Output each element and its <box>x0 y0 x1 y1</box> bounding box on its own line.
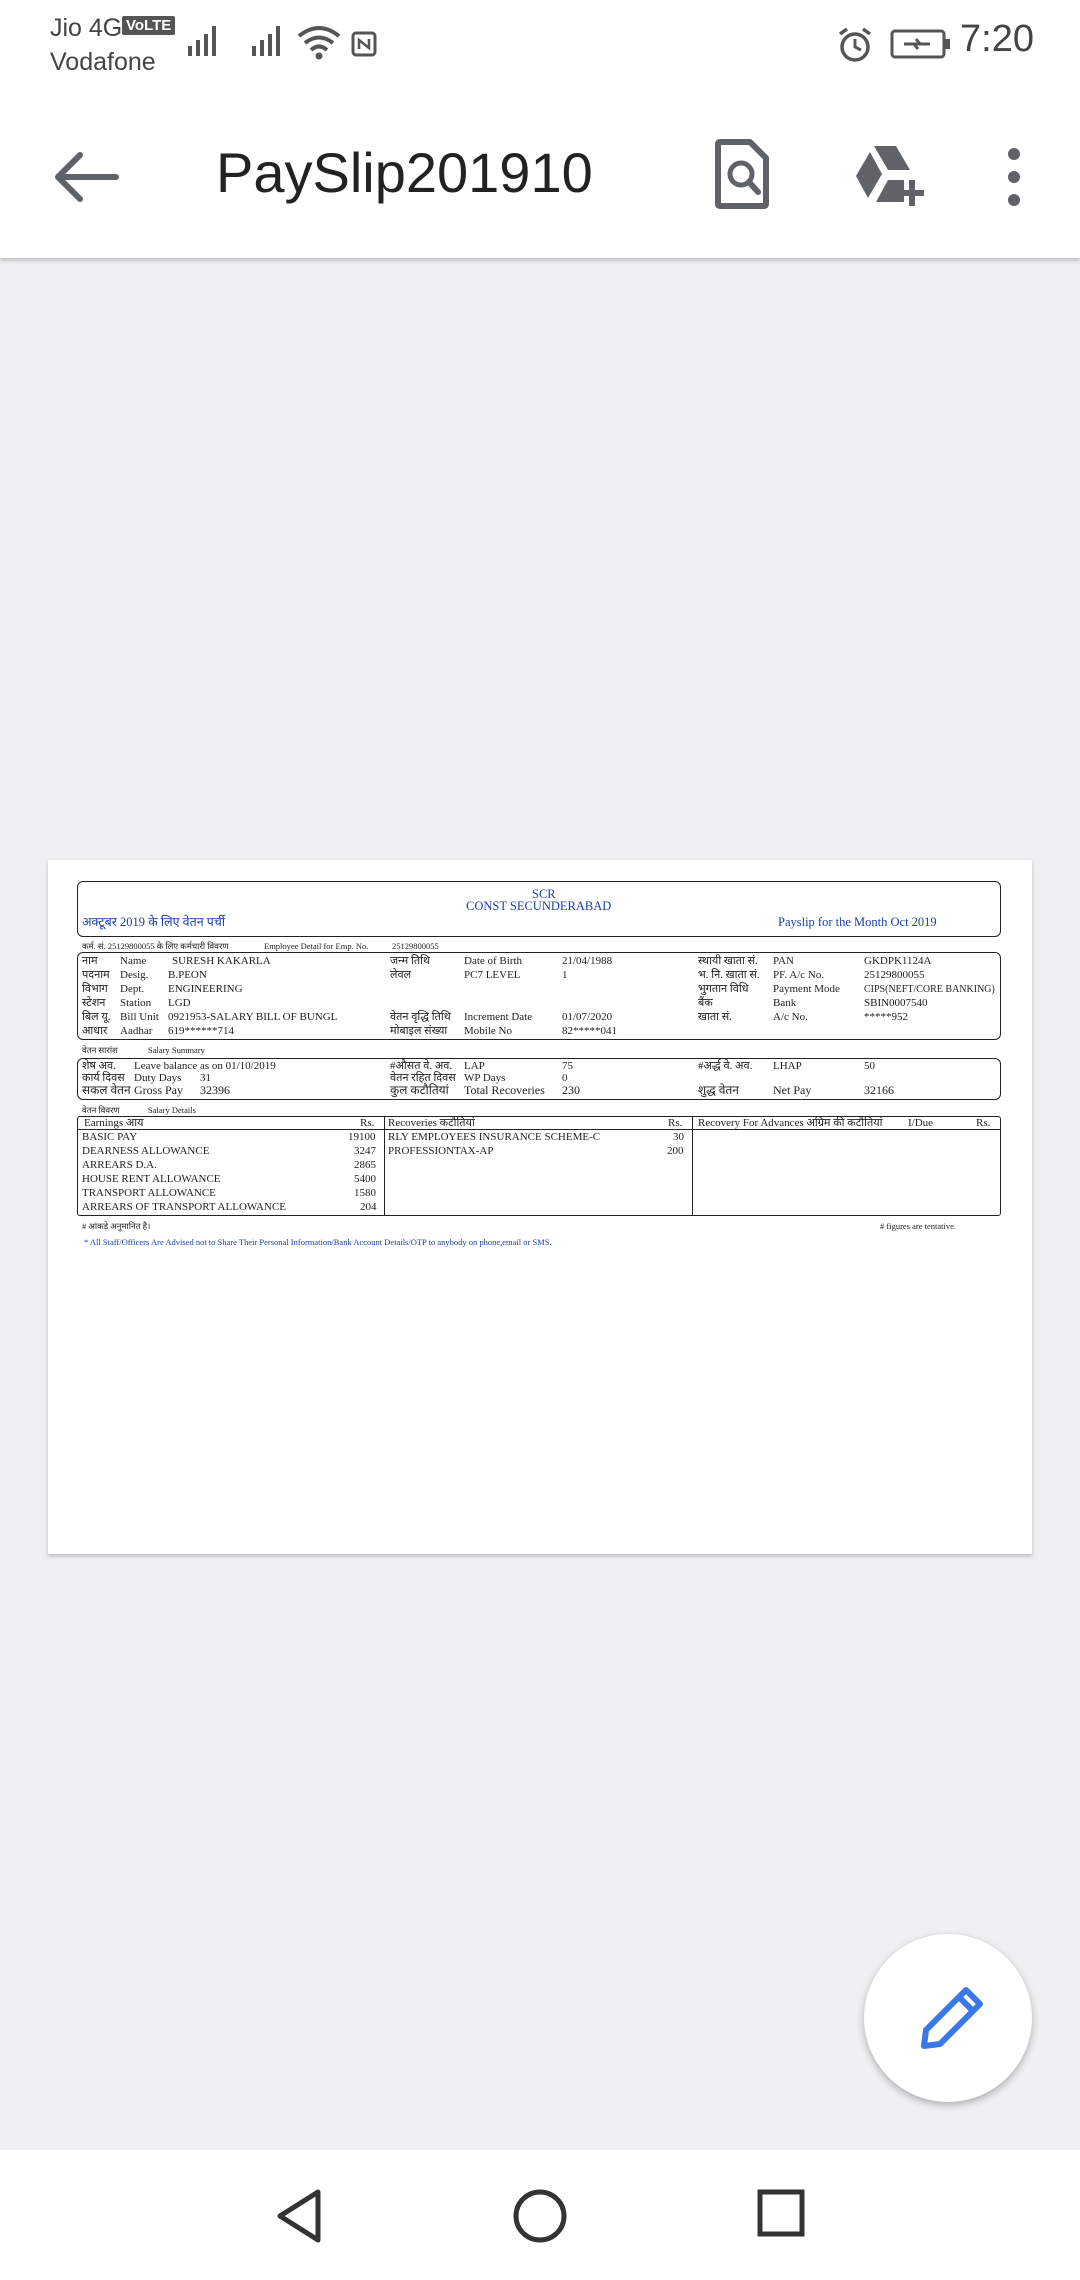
lap-label-hindi: #औसत वे. अव. <box>390 1060 453 1072</box>
wp-days-label: WP Days <box>464 1072 506 1084</box>
detail-right-1-hi: भ. नि. खाता सं. <box>698 969 760 981</box>
battery-charging-icon <box>890 28 952 60</box>
earning-name: ARREARS D.A. <box>82 1159 157 1171</box>
emp-line-hindi: कर्म. सं. 25129800055 के लिए कर्मचारी विवरण <box>82 941 229 951</box>
duty-days-label: Duty Days <box>134 1072 182 1084</box>
recovery-name: PROFESSIONTAX-AP <box>388 1145 494 1157</box>
detail-left-3-val: LGD <box>168 997 191 1009</box>
detail-mid-0-en: Date of Birth <box>464 955 523 967</box>
app-bar <box>0 90 1080 258</box>
alarm-icon <box>836 26 874 64</box>
detail-left-4-hi: बिल यू. <box>82 1011 111 1023</box>
detail-left-4-val: 0921953-SALARY BILL OF BUNGL <box>168 1011 338 1023</box>
wifi-icon <box>296 24 342 62</box>
more-vert-icon[interactable] <box>1000 146 1028 208</box>
navigation-bar <box>0 2150 1080 2280</box>
detail-right-2-val: CIPS(NEFT/CORE BANKING) <box>864 984 995 995</box>
nav-recents-icon[interactable] <box>756 2188 806 2238</box>
leave-label-hindi: शेष अव. <box>82 1060 116 1072</box>
earning-amount: 3247 <box>354 1145 376 1157</box>
signal-bars-icon-2 <box>250 22 290 58</box>
detail-left-1-val: B.PEON <box>168 969 207 981</box>
detail-left-3-hi: स्टेशन <box>82 997 106 1009</box>
footnote-hindi: # आंकड़े अनुमानित है। <box>82 1221 151 1231</box>
detail-right-0-en: PAN <box>773 955 794 967</box>
detail-left-0-hi: नाम <box>82 955 98 967</box>
earning-amount: 5400 <box>354 1173 376 1185</box>
earning-name: DEARNESS ALLOWANCE <box>82 1145 210 1157</box>
detail-mid-4-val: 01/07/2020 <box>562 1011 613 1023</box>
detail-right-1-val: 25129800055 <box>864 969 925 981</box>
document-title: PaySlip201910 <box>216 141 593 204</box>
total-recoveries-label-hindi: कुल कटौतियां <box>390 1083 449 1097</box>
detail-left-2-hi: विभाग <box>82 983 108 995</box>
carrier-name-secondary: Vodafone <box>50 48 156 76</box>
detail-right-4-val: *****952 <box>864 1011 908 1023</box>
add-to-drive-icon[interactable] <box>852 142 924 208</box>
status-bar <box>0 0 1080 90</box>
volte-badge: VoLTE <box>122 16 175 35</box>
advisory-note: * All Staff/Officers Are Advised not to Share Their Personal Information/Bank Account Details/OTP to anybody on phone,email or SMS. <box>84 1237 552 1247</box>
detail-mid-5-val: 82*****041 <box>562 1025 617 1037</box>
salary-details-label: Salary Details <box>148 1105 196 1115</box>
detail-right-3-hi: बैंक <box>698 997 713 1009</box>
lhap-label: LHAP <box>773 1060 802 1072</box>
earning-name: BASIC PAY <box>82 1131 138 1143</box>
wp-days-label-hindi: वेतन रहित दिवस <box>390 1072 456 1084</box>
detail-right-3-val: SBIN0007540 <box>864 997 928 1009</box>
total-recoveries-label: Total Recoveries <box>464 1083 545 1097</box>
payslip-title-english: Payslip for the Month Oct 2019 <box>778 915 937 929</box>
detail-left-5-val: 619******714 <box>168 1025 234 1037</box>
earnings-header: Earnings आय <box>84 1117 144 1129</box>
detail-left-2-en: Dept. <box>120 983 145 995</box>
detail-left-0-val: SURESH KAKARLA <box>172 955 271 967</box>
detail-mid-4-hi: वेतन वृद्धि तिथि <box>390 1011 451 1023</box>
earning-name: HOUSE RENT ALLOWANCE <box>82 1173 221 1185</box>
detail-mid-0-val: 21/04/1988 <box>562 955 613 967</box>
carrier-name-primary: Jio 4G <box>50 14 123 42</box>
detail-mid-5-hi: मोबाइल संख्या <box>390 1025 448 1037</box>
detail-right-4-en: A/c No. <box>773 1011 808 1023</box>
emp-line-number: 25129800055 <box>392 941 439 951</box>
recoveries-rs-header: Rs. <box>668 1117 683 1129</box>
wp-days-value: 0 <box>562 1072 568 1084</box>
advances-header: Recovery For Advances अग्रिम की कटौतियां <box>698 1117 883 1129</box>
total-recoveries-value: 230 <box>562 1083 580 1097</box>
leave-label: Leave balance as on 01/10/2019 <box>134 1060 276 1072</box>
lhap-label-hindi: #अर्द्ध वे. अव. <box>698 1060 753 1072</box>
detail-right-0-val: GKDPK1124A <box>864 955 932 967</box>
earning-name: TRANSPORT ALLOWANCE <box>82 1187 216 1199</box>
detail-mid-1-en: PC7 LEVEL <box>464 969 521 981</box>
detail-left-0-en: Name <box>120 955 147 967</box>
nav-back-icon[interactable] <box>270 2186 330 2246</box>
edit-fab-button[interactable] <box>864 1934 1032 2102</box>
salary-summary-label: Salary Summary <box>148 1045 205 1055</box>
idue-header: I/Due <box>908 1117 934 1129</box>
lhap-value: 50 <box>864 1060 875 1072</box>
net-pay-value: 32166 <box>864 1083 894 1097</box>
net-pay-label-hindi: शुद्ध वेतन <box>698 1083 739 1097</box>
earning-name: ARREARS OF TRANSPORT ALLOWANCE <box>82 1201 286 1213</box>
detail-right-4-hi: खाता सं. <box>698 1011 732 1023</box>
lap-value: 75 <box>562 1060 573 1072</box>
signal-bars-icon <box>186 22 226 58</box>
earnings-rs-header: Rs. <box>360 1117 375 1129</box>
earning-amount: 204 <box>360 1201 377 1213</box>
detail-right-0-hi: स्थायी खाता सं. <box>698 955 758 967</box>
detail-right-1-en: PF. A/c No. <box>773 969 825 981</box>
detail-left-1-hi: पदनाम <box>82 969 110 981</box>
org-unit: CONST SECUNDERABAD <box>466 899 612 913</box>
salary-summary-label-hindi: वेतन सारांश <box>82 1045 118 1055</box>
detail-mid-0-hi: जन्म तिथि <box>390 955 430 967</box>
lap-label: LAP <box>464 1060 485 1072</box>
table-col-divider-1 <box>384 1117 385 1215</box>
clock-time: 7:20 <box>960 18 1034 60</box>
detail-left-1-en: Desig. <box>120 969 149 981</box>
pdf-page[interactable] <box>48 860 1032 1554</box>
net-pay-label: Net Pay <box>773 1083 812 1097</box>
detail-right-3-en: Bank <box>773 997 797 1009</box>
nfc-icon <box>350 30 378 58</box>
detail-mid-1-val: 1 <box>562 969 568 981</box>
detail-mid-1-hi: लेवल <box>390 969 412 981</box>
org-name: SCR <box>532 887 556 901</box>
detail-left-2-val: ENGINEERING <box>168 983 243 995</box>
earning-amount: 1580 <box>354 1187 376 1199</box>
gross-pay-value: 32396 <box>200 1083 230 1097</box>
duty-days-label-hindi: कार्य दिवस <box>82 1072 125 1084</box>
table-col-divider-2 <box>692 1117 693 1215</box>
nav-home-icon[interactable] <box>510 2186 570 2246</box>
detail-mid-5-en: Mobile No <box>464 1025 512 1037</box>
footnote-english: # figures are tentative. <box>880 1221 956 1231</box>
back-arrow-icon[interactable] <box>50 150 120 204</box>
detail-left-4-en: Bill Unit <box>120 1011 159 1023</box>
earning-amount: 2865 <box>354 1159 376 1171</box>
detail-left-5-en: Aadhar <box>120 1025 153 1037</box>
earning-amount: 19100 <box>348 1131 376 1143</box>
detail-right-2-hi: भुगतान विधि <box>698 983 749 995</box>
salary-details-label-hindi: वेतन विवरण <box>82 1105 120 1115</box>
detail-left-5-hi: आधार <box>82 1025 108 1037</box>
detail-right-2-en: Payment Mode <box>773 983 840 995</box>
recovery-name: RLY EMPLOYEES INSURANCE SCHEME-C <box>388 1131 601 1143</box>
recovery-amount: 200 <box>667 1145 684 1157</box>
emp-line-english: Employee Detail for Emp. No. <box>264 941 369 951</box>
edit-pencil-icon <box>864 1934 1032 2102</box>
gross-pay-label: Gross Pay <box>134 1083 184 1097</box>
recovery-amount: 30 <box>673 1131 684 1143</box>
gross-pay-label-hindi: सकल वेतन <box>82 1083 131 1097</box>
detail-mid-4-en: Increment Date <box>464 1011 533 1023</box>
payslip-title-hindi: अक्टूबर 2019 के लिए वेतन पर्ची <box>82 915 226 929</box>
detail-left-3-en: Station <box>120 997 152 1009</box>
find-in-page-icon[interactable] <box>712 138 772 210</box>
recoveries-header: Recoveries कटौतियां <box>388 1117 475 1129</box>
payslip <box>48 860 1032 1554</box>
advances-rs-header: Rs. <box>976 1117 991 1129</box>
duty-days-value: 31 <box>200 1072 211 1084</box>
